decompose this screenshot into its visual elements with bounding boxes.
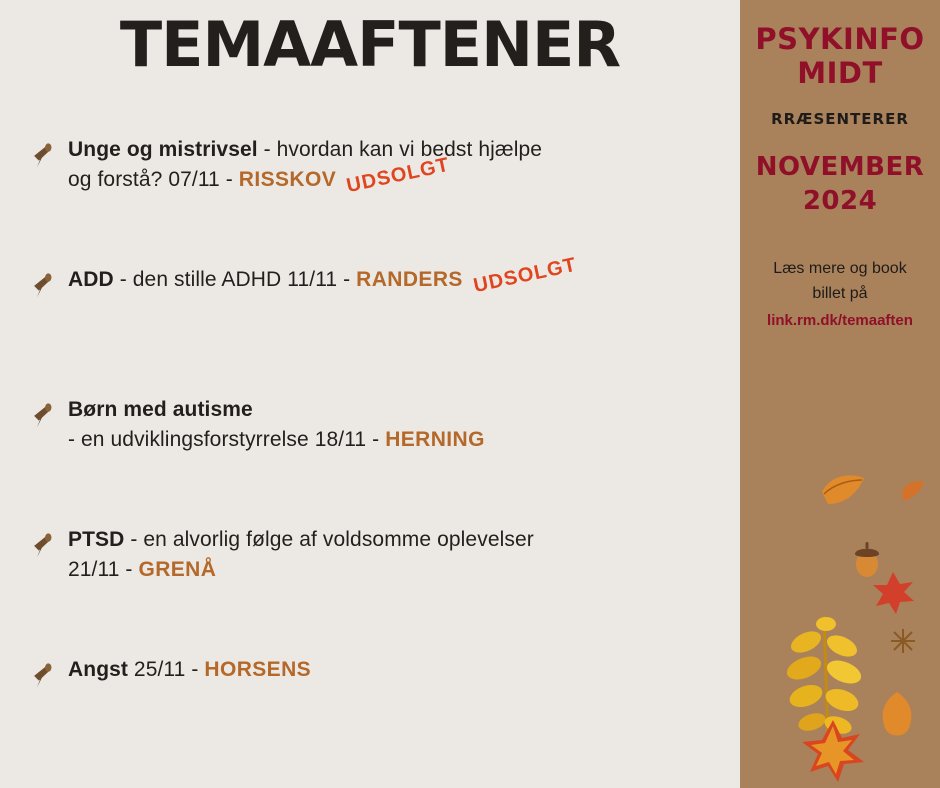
date-block <box>740 150 940 218</box>
pushpin-icon <box>28 399 58 429</box>
event-list <box>28 135 728 717</box>
brand-line1: PSYKINFO <box>755 22 925 56</box>
list-item[interactable] <box>28 253 728 327</box>
event-text <box>68 655 728 685</box>
month-label: NOVEMBER <box>755 152 925 182</box>
event-description: - hvordan kan vi bedst hjælpe <box>257 138 543 161</box>
event-text <box>68 135 728 198</box>
event-description: 25/11 - <box>128 658 205 681</box>
event-line2-text: 21/11 - <box>68 558 139 581</box>
status-badge: UDSOLGT <box>344 153 452 198</box>
event-line2-text: - en udviklingsforstyrrelse 18/11 - <box>68 428 386 451</box>
event-city: RISSKOV <box>238 168 337 191</box>
pushpin-icon <box>28 529 58 559</box>
leaf-icon <box>875 690 919 740</box>
leaf-icon <box>798 716 868 786</box>
event-city: RANDERS <box>356 268 463 291</box>
brand-logo <box>740 22 940 90</box>
event-line2 <box>68 425 728 455</box>
event-title: Angst <box>68 658 128 681</box>
event-line2 <box>68 555 728 585</box>
event-text <box>68 253 728 298</box>
presents-label: RRÆSENTERER <box>771 110 909 128</box>
event-line2 <box>68 153 728 198</box>
event-text <box>68 395 728 455</box>
event-line2-text: og forstå? 07/11 - <box>68 168 239 191</box>
list-item[interactable] <box>28 395 728 457</box>
event-title: PTSD <box>68 528 125 551</box>
leaf-icon <box>900 478 926 504</box>
event-city: HORSENS <box>204 658 312 681</box>
leaf-icon <box>890 628 916 654</box>
sidebar <box>740 0 940 788</box>
status-badge: UDSOLGT <box>471 253 579 298</box>
list-item[interactable] <box>28 525 728 587</box>
leaf-icon <box>870 570 916 616</box>
event-city: GRENÅ <box>138 558 217 581</box>
event-text <box>68 525 728 585</box>
booking-line1: Læs mere og book <box>773 260 907 277</box>
page-title: TEMAAFTENER <box>119 8 621 81</box>
list-item[interactable] <box>28 135 728 197</box>
event-description: - den stille ADHD 11/11 - <box>113 268 357 291</box>
list-item[interactable] <box>28 655 728 717</box>
event-city: HERNING <box>385 428 485 451</box>
year-label: 2024 <box>802 186 878 216</box>
booking-info <box>740 256 940 333</box>
pushpin-icon <box>28 659 58 689</box>
pushpin-icon <box>28 139 58 169</box>
event-title: Unge og mistrivsel <box>68 138 258 161</box>
booking-line2: billet på <box>812 285 868 302</box>
booking-link[interactable]: link.rm.dk/temaaften <box>767 312 913 329</box>
pushpin-icon <box>28 269 58 299</box>
event-title: Børn med autisme <box>68 398 253 421</box>
event-title: ADD <box>68 268 114 291</box>
leaf-icon <box>818 470 868 510</box>
brand-line2: MIDT <box>797 56 883 90</box>
event-description: - en alvorlig følge af voldsomme oplevelser <box>124 528 534 551</box>
